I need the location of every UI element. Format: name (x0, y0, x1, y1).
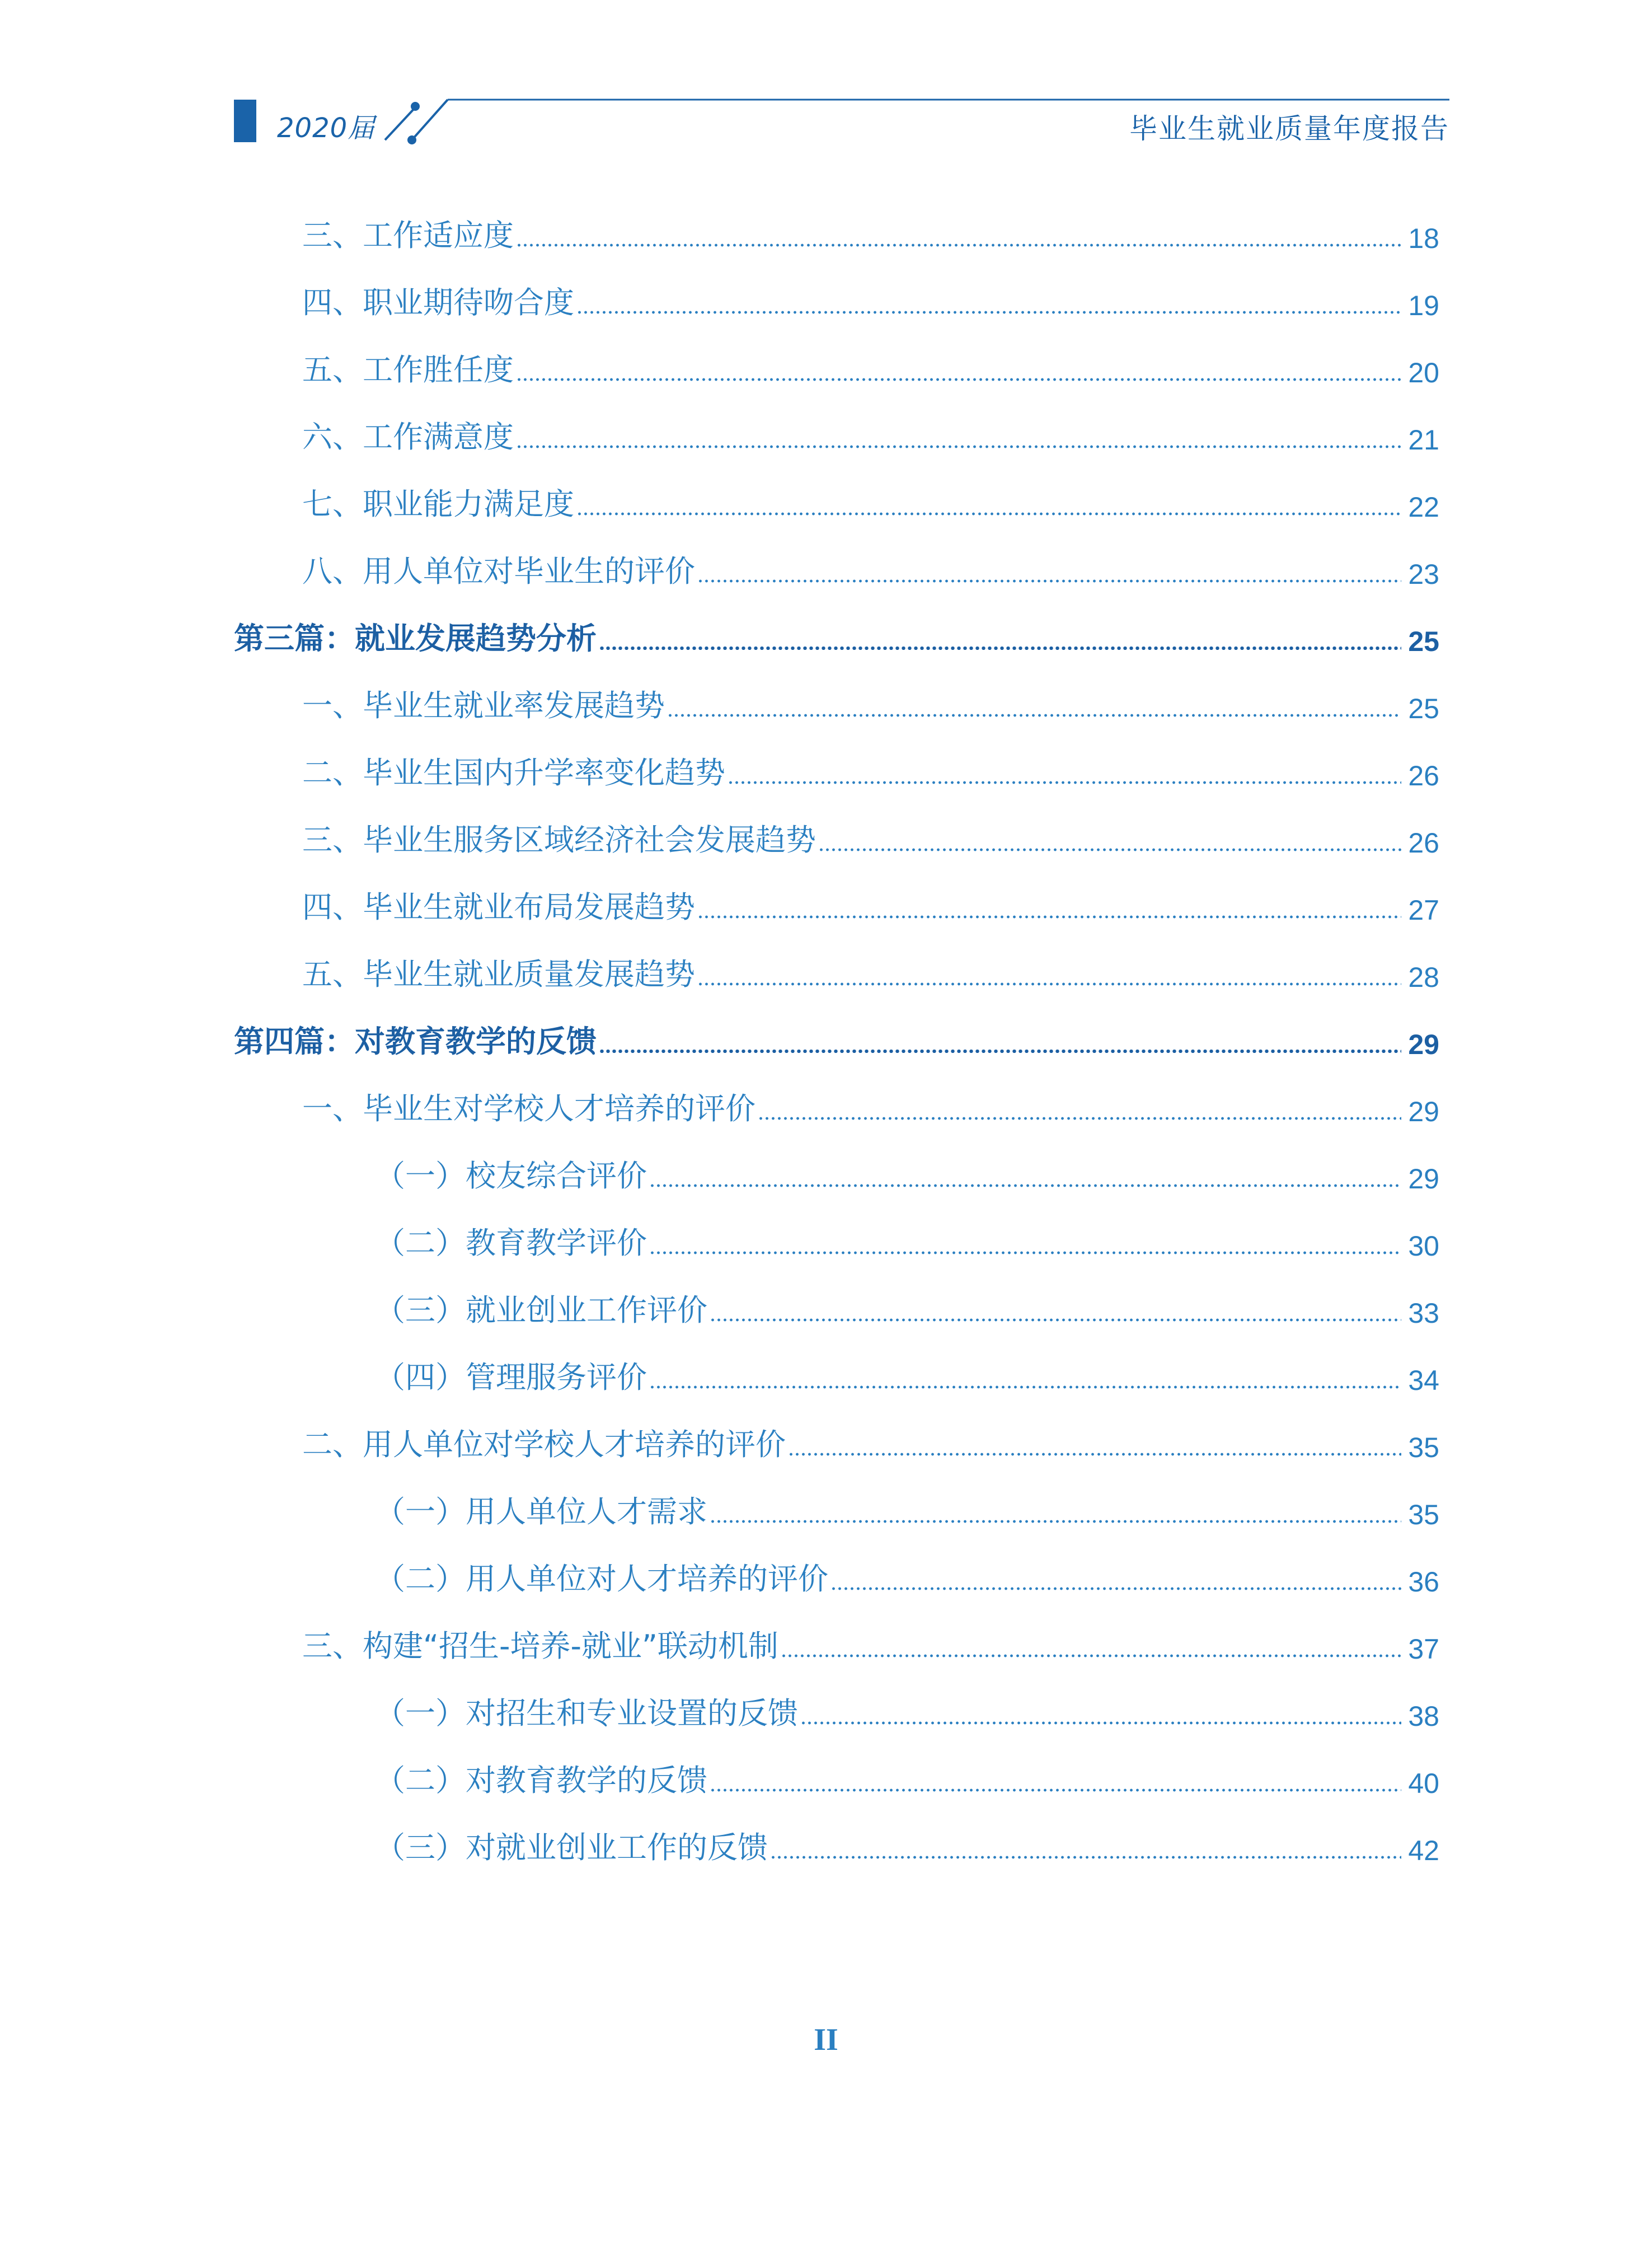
toc-entry-title: 第四篇：对教育教学的反馈 (234, 1024, 597, 1059)
toc-dot-leader (649, 1385, 1401, 1389)
toc-entry[interactable] (0, 943, 1652, 994)
toc-entry-page: 28 (1408, 962, 1439, 993)
toc-entry-page: 37 (1408, 1633, 1439, 1665)
toc-entry-title: （三）就业创业工作评价 (375, 1293, 707, 1328)
toc-entry-title: 六、工作满意度 (302, 419, 514, 455)
toc-dot-leader (697, 579, 1401, 583)
toc-entry-title: （一）校友综合评价 (375, 1158, 647, 1193)
header-slash-1 (385, 107, 415, 140)
toc-entry-title: （一）用人单位人才需求 (375, 1494, 707, 1529)
toc-entry-page: 38 (1408, 1701, 1439, 1732)
toc-entry-title: 一、毕业生就业率发展趋势 (302, 688, 665, 723)
toc-entry[interactable] (0, 540, 1652, 591)
toc-entry-page: 26 (1408, 827, 1439, 859)
toc-entry[interactable] (0, 1481, 1652, 1531)
toc-entry-title: 三、构建“招生-培养-就业”联动机制 (302, 1628, 778, 1664)
toc-entry-title: 七、职业能力满足度 (302, 486, 574, 522)
toc-entry-title: 第三篇：就业发展趋势分析 (234, 621, 597, 656)
toc-dot-leader (781, 1654, 1401, 1657)
page-header (0, 0, 1652, 157)
toc-entry[interactable] (0, 1548, 1652, 1598)
toc-dot-leader (728, 781, 1401, 784)
toc-entry-page: 23 (1408, 559, 1439, 590)
toc-dot-leader (516, 378, 1401, 381)
toc-entry-title: 八、用人单位对毕业生的评价 (302, 554, 695, 589)
toc-dot-leader (599, 1050, 1401, 1053)
header-year-label: 2020届 (277, 113, 376, 144)
toc-dot-leader (830, 1587, 1401, 1590)
toc-entry[interactable] (0, 1279, 1652, 1329)
toc-entry-page: 29 (1408, 1096, 1439, 1127)
toc-entry[interactable] (0, 406, 1652, 456)
toc-entry[interactable] (0, 675, 1652, 725)
toc-dot-leader (576, 512, 1401, 516)
toc-entry-page: 35 (1408, 1432, 1439, 1463)
toc-entry-title: 四、职业期待吻合度 (302, 285, 574, 320)
toc-entry-page: 27 (1408, 895, 1439, 926)
header-dot-2 (407, 135, 416, 144)
toc-entry-page: 30 (1408, 1230, 1439, 1262)
toc-entry-page: 29 (1408, 1029, 1439, 1060)
header-dot-1 (411, 102, 420, 111)
toc-entry[interactable] (0, 473, 1652, 523)
toc-entry-title: （一）对招生和专业设置的反馈 (375, 1696, 798, 1731)
toc-dot-leader (710, 1520, 1401, 1523)
toc-entry-title: （二）教育教学评价 (375, 1225, 647, 1261)
toc-entry-page: 18 (1408, 223, 1439, 254)
toc-entry[interactable] (0, 204, 1652, 255)
toc-dot-leader (649, 1251, 1401, 1254)
toc-entry[interactable] (0, 1816, 1652, 1867)
toc-entry-title: （二）用人单位对人才培养的评价 (375, 1561, 828, 1596)
toc-entry-title: 三、毕业生服务区域经济社会发展趋势 (302, 822, 816, 858)
toc-dot-leader (697, 915, 1401, 919)
toc-part-entry[interactable] (0, 607, 1652, 658)
toc-dot-leader (710, 1788, 1401, 1792)
toc-part-entry[interactable] (0, 1010, 1652, 1061)
toc-entry-page: 35 (1408, 1499, 1439, 1530)
toc-dot-leader (576, 311, 1401, 314)
toc-entry[interactable] (0, 742, 1652, 792)
toc-entry[interactable] (0, 1212, 1652, 1262)
toc-entry-page: 26 (1408, 760, 1439, 792)
toc-entry-page: 25 (1408, 693, 1439, 724)
header-accent-bar (234, 100, 256, 142)
toc-entry[interactable] (0, 1346, 1652, 1397)
toc-entry-page: 34 (1408, 1365, 1439, 1396)
toc-entry-title: 二、毕业生国内升学率变化趋势 (302, 755, 725, 790)
toc-entry[interactable] (0, 876, 1652, 926)
toc-dot-leader (649, 1184, 1401, 1187)
toc-entry-title: 五、工作胜任度 (302, 352, 514, 387)
toc-dot-leader (788, 1453, 1401, 1456)
toc-dot-leader (516, 244, 1401, 247)
toc-entry-title: （四）管理服务评价 (375, 1360, 647, 1395)
toc-dot-leader (697, 982, 1401, 986)
toc-entry-title: （二）对教育教学的反馈 (375, 1763, 707, 1798)
toc-entry-page: 40 (1408, 1768, 1439, 1799)
toc-entry[interactable] (0, 1615, 1652, 1665)
toc-entry-page: 36 (1408, 1566, 1439, 1598)
toc-entry-page: 22 (1408, 491, 1439, 523)
toc-entry[interactable] (0, 1682, 1652, 1732)
toc-entry-title: 一、毕业生对学校人才培养的评价 (302, 1091, 755, 1126)
toc-dot-leader (770, 1856, 1401, 1859)
toc-dot-leader (599, 647, 1401, 650)
toc-dot-leader (818, 848, 1401, 851)
toc-entry[interactable] (0, 339, 1652, 389)
footer-page-number: II (814, 2022, 838, 2057)
toc-dot-leader (667, 714, 1401, 717)
toc-entry-title: 四、毕业生就业布局发展趋势 (302, 889, 695, 925)
toc-dot-leader (758, 1117, 1401, 1120)
toc-entry-title: 五、毕业生就业质量发展趋势 (302, 957, 695, 992)
toc-entry-page: 21 (1408, 424, 1439, 456)
toc-entry[interactable] (0, 809, 1652, 859)
toc-entry-title: 三、工作适应度 (302, 218, 514, 253)
toc-dot-leader (800, 1721, 1401, 1725)
toc-entry[interactable] (0, 1749, 1652, 1800)
toc-entry-page: 42 (1408, 1835, 1439, 1866)
toc-entry[interactable] (0, 1078, 1652, 1128)
toc-dot-leader (710, 1318, 1401, 1322)
toc-entry-page: 19 (1408, 290, 1439, 321)
toc-entry-page: 20 (1408, 357, 1439, 388)
toc-entry[interactable] (0, 1145, 1652, 1195)
toc-entry-page: 33 (1408, 1298, 1439, 1329)
header-report-title: 毕业生就业质量年度报告 (1129, 113, 1449, 145)
toc-entry-title: （三）对就业创业工作的反馈 (375, 1830, 768, 1865)
toc-dot-leader (516, 445, 1401, 448)
toc-entry-title: 二、用人单位对学校人才培养的评价 (302, 1427, 786, 1462)
toc-entry-page: 29 (1408, 1163, 1439, 1195)
toc-entry-page: 25 (1408, 626, 1439, 657)
toc-entry[interactable] (0, 1413, 1652, 1464)
toc-entry[interactable] (0, 271, 1652, 322)
